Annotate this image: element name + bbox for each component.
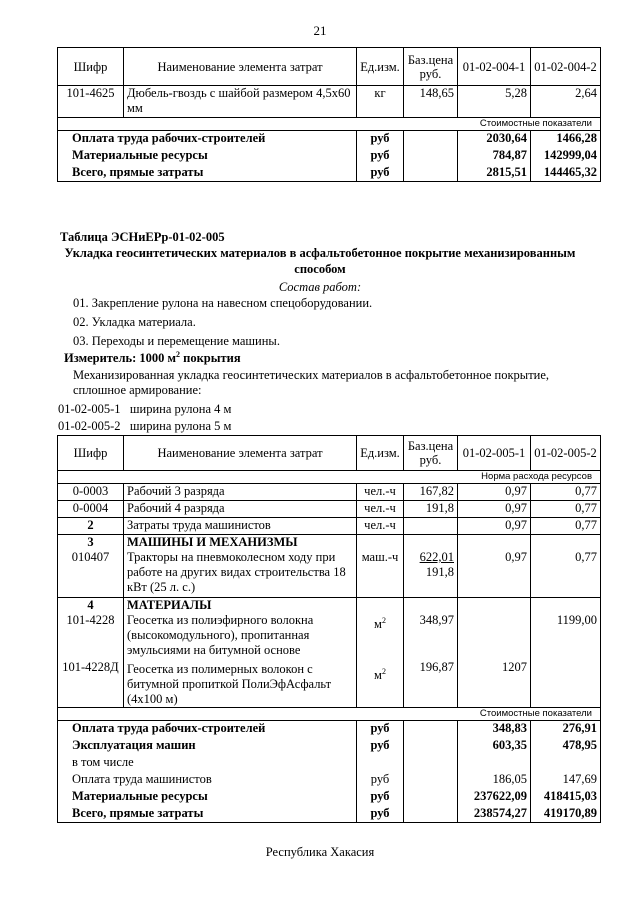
sum-unit: руб (357, 165, 404, 182)
row-code: 101-4228 (66, 613, 115, 627)
table-row (58, 484, 601, 501)
sum-name: в том числе (58, 755, 357, 772)
work-step: 01. Закрепление рулона на навесном спецоборудовании. (73, 296, 373, 310)
resource-table-005 (57, 435, 601, 823)
row-code: 0-0004 (58, 501, 124, 518)
header-code: Шифр (58, 48, 124, 86)
header-unit: Ед.изм. (357, 436, 404, 471)
row-name: Рабочий 4 разряда (124, 501, 357, 518)
row-value-2: 0,77 (531, 484, 601, 501)
sum-unit: руб (357, 148, 404, 165)
row-value-2: 2,64 (531, 86, 601, 118)
row-value-2: 1199,00 (531, 598, 601, 708)
sum-value-2: 147,69 (531, 772, 601, 789)
header-price: Баз.цена руб. (404, 48, 458, 86)
sum-value-1: 238574,27 (458, 806, 531, 823)
sum-value-1: 348,83 (458, 721, 531, 738)
row-price-2: 191,8 (425, 565, 454, 579)
sum-unit: руб (357, 789, 404, 806)
group-name: МАТЕРИАЛЫ (127, 598, 212, 612)
row-name: Дюбель-гвоздь с шайбой размером 4,5х60 мм (124, 86, 357, 118)
table-row (58, 131, 601, 148)
row-unit: м (374, 617, 382, 632)
header-col-005-2: 01-02-005-2 (531, 436, 601, 471)
variant-code: 01-02-005-1 (58, 402, 121, 416)
table-row (58, 755, 601, 772)
table-row (58, 721, 601, 738)
sum-name: Оплата труда машинистов (58, 772, 357, 789)
sum-value-1: 2030,64 (458, 131, 531, 148)
sum-name: Оплата труда рабочих-строителей (58, 131, 357, 148)
sum-value-1: 2815,51 (458, 165, 531, 182)
sum-value-2: 418415,03 (531, 789, 601, 806)
sum-name: Эксплуатация машин (58, 738, 357, 755)
description-line-1: Механизированная укладка геосинтетических материалов в асфальтобетонное покрытие, (73, 368, 550, 382)
table-row (58, 789, 601, 806)
row-code: 0-0003 (58, 484, 124, 501)
row-value-1: 5,28 (458, 86, 531, 118)
sum-unit: руб (357, 721, 404, 738)
row-unit: чел.-ч (357, 501, 404, 518)
row-name: Геосетка из полиэфирного волокна (высокомодульного), пропитанная эмульсиями на битумной основе (127, 613, 314, 657)
sum-name: Всего, прямые затраты (58, 165, 357, 182)
sum-value-1: 603,35 (458, 738, 531, 755)
row-price: 191,8 (404, 501, 458, 518)
work-step: 03. Переходы и перемещение машины. (73, 334, 280, 348)
row-code: 101-4228Д (62, 660, 119, 674)
table-row (58, 535, 601, 598)
footer-region: Республика Хакасия (265, 845, 375, 859)
cost-indicators-label: Стоимостные показатели (58, 118, 601, 131)
sum-value-1: 237622,09 (458, 789, 531, 806)
row-unit: чел.-ч (357, 484, 404, 501)
sum-unit: руб (357, 131, 404, 148)
sum-unit: руб (357, 738, 404, 755)
table-row (58, 501, 601, 518)
sum-unit: руб (357, 806, 404, 823)
row-value-1: 1207 (458, 598, 531, 708)
resource-table-004 (57, 47, 601, 182)
sum-value-2: 276,91 (531, 721, 601, 738)
row-name: Геосетка из полимерных волокон с битумной пропиткой ПолиЭфАсфальт (4х100 м) (127, 662, 332, 706)
sum-value-2: 142999,04 (531, 148, 601, 165)
table-row (58, 772, 601, 789)
table-title: Таблица ЭСНиЕРр-01-02-005 (60, 230, 225, 244)
row-price: 148,65 (404, 86, 458, 118)
table-row (58, 86, 601, 118)
row-name: Тракторы на пневмоколесном ходу при работе на других видах строительства 18 кВт (25 л. с.) (127, 550, 346, 594)
cost-indicators-label: Стоимостные показатели (58, 708, 601, 721)
row-price: 622,01 (419, 550, 454, 564)
row-value-2: 0,77 (531, 501, 601, 518)
row-code: 010407 (71, 550, 110, 564)
section-subtitle-line-2: способом (294, 262, 346, 276)
header-name: Наименование элемента затрат (124, 48, 357, 86)
variant-text: ширина рулона 4 м (129, 402, 232, 416)
table-row (58, 518, 601, 535)
group-name: МАШИНЫ И МЕХАНИЗМЫ (127, 535, 298, 549)
work-step: 02. Укладка материала. (73, 315, 196, 329)
group-code: 3 (87, 535, 94, 549)
variant-text: ширина рулона 5 м (129, 419, 232, 433)
row-price: 196,87 (419, 660, 454, 674)
sum-value-2: 144465,32 (531, 165, 601, 182)
row-unit: чел.-ч (357, 518, 404, 535)
sum-unit: руб (357, 772, 404, 789)
variant-row (58, 402, 231, 417)
sum-name: Всего, прямые затраты (58, 806, 357, 823)
row-code: 2 (58, 518, 124, 535)
row-value-2: 0,77 (531, 518, 601, 535)
row-unit: кг (357, 86, 404, 118)
resource-norm-label: Норма расхода ресурсов (58, 471, 601, 484)
row-name: Рабочий 3 разряда (124, 484, 357, 501)
section-subtitle-line-1: Укладка геосинтетических материалов в асфальтобетонное покрытие механизированным (64, 246, 576, 260)
table-row (58, 165, 601, 182)
page-number: 21 (313, 23, 327, 38)
sum-name: Материальные ресурсы (58, 148, 357, 165)
table-row (58, 806, 601, 823)
row-value-1: 0,97 (458, 518, 531, 535)
row-name: Затраты труда машинистов (124, 518, 357, 535)
sum-value-2: 1466,28 (531, 131, 601, 148)
header-code: Шифр (58, 436, 124, 471)
variant-code: 01-02-005-2 (58, 419, 121, 433)
row-price: 167,82 (404, 484, 458, 501)
row-price: 348,97 (419, 613, 454, 627)
table-row (58, 738, 601, 755)
row-value-1: 0,97 (458, 535, 531, 598)
row-value-2: 0,77 (531, 535, 601, 598)
sum-value-2: 419170,89 (531, 806, 601, 823)
row-value-1: 0,97 (458, 484, 531, 501)
composition-heading: Состав работ: (278, 280, 362, 294)
variant-row (58, 419, 231, 434)
header-col-004-2: 01-02-004-2 (531, 48, 601, 86)
row-code: 101-4625 (58, 86, 124, 118)
header-col-004-1: 01-02-004-1 (458, 48, 531, 86)
sum-name: Материальные ресурсы (58, 789, 357, 806)
row-value-1: 0,97 (458, 501, 531, 518)
description-line-2: сплошное армирование: (73, 383, 202, 397)
table-row (58, 148, 601, 165)
row-unit: маш.-ч (357, 535, 404, 598)
sum-value-2: 478,95 (531, 738, 601, 755)
group-code: 4 (87, 598, 94, 612)
sum-value-1: 186,05 (458, 772, 531, 789)
header-unit: Ед.изм. (357, 48, 404, 86)
header-name: Наименование элемента затрат (124, 436, 357, 471)
row-unit: м (374, 668, 382, 683)
sum-name: Оплата труда рабочих-строителей (58, 721, 357, 738)
meter-label: Измеритель: 1000 $м^2$ покрытия (64, 350, 241, 366)
table-row: 4 101-4228 101-4228Д МАТЕРИАЛЫ Геосетка из полиэфирного волокна (высокомодульного), пропитанная эмульсиями на битумной основе Геосетка из полимерных волокон с битумной пропиткой ПолиЭфАсфальт (4х100 м) $м^2$ $м^2$ 348,97 196,87 1207 1199,00 (58, 598, 601, 708)
sum-value-1: 784,87 (458, 148, 531, 165)
header-price: Баз.цена руб. (404, 436, 458, 471)
header-col-005-1: 01-02-005-1 (458, 436, 531, 471)
